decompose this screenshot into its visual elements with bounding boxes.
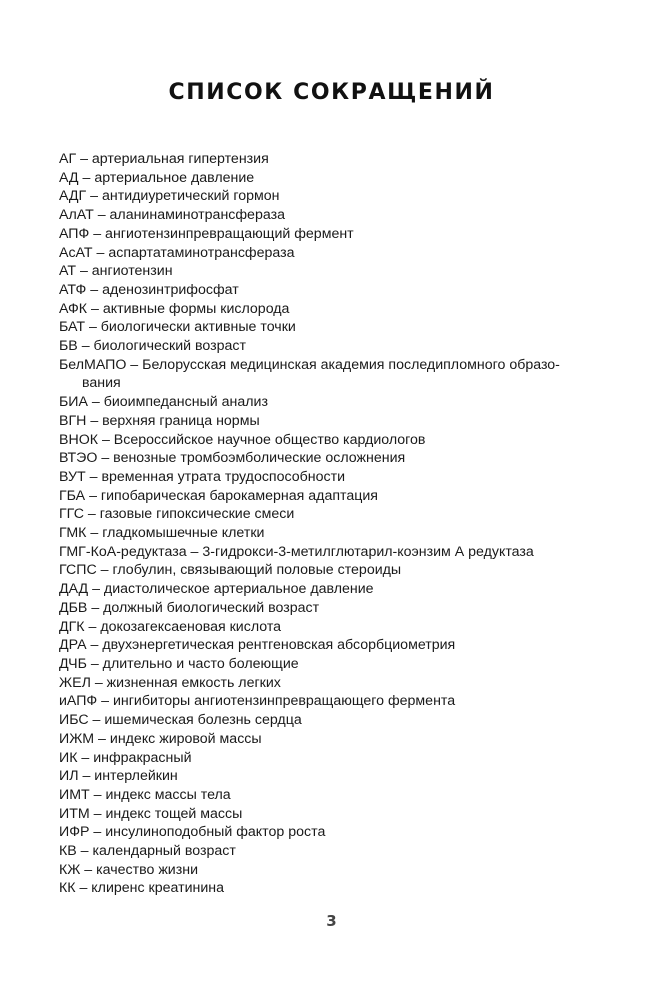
abbreviation-entry bbox=[59, 356, 599, 393]
abbreviation-entry bbox=[59, 599, 599, 618]
abbreviation-entry bbox=[59, 150, 599, 169]
abbreviation-entry bbox=[59, 861, 599, 880]
abbreviation-entry bbox=[59, 805, 599, 824]
abbreviation-text: ДРА – двухэнергетическая рентгеновская абсорбциометрия bbox=[59, 637, 456, 654]
abbreviation-entry bbox=[59, 487, 599, 506]
abbreviation-list bbox=[59, 150, 599, 898]
abbreviation-text: ИК – инфракрасный bbox=[59, 749, 192, 766]
abbreviation-entry bbox=[59, 636, 599, 655]
abbreviation-entry bbox=[59, 730, 599, 749]
abbreviation-text: иАПФ – ингибиторы ангиотензинпревращающего фермента bbox=[59, 693, 456, 710]
abbreviation-entry bbox=[59, 337, 599, 356]
abbreviation-entry bbox=[59, 393, 599, 412]
abbreviation-text: ВНОК – Всероссийское научное общество кардиологов bbox=[59, 431, 426, 448]
abbreviation-entry bbox=[59, 655, 599, 674]
abbreviation-entry bbox=[59, 412, 599, 431]
abbreviation-entry bbox=[59, 244, 599, 263]
abbreviation-entry bbox=[59, 879, 599, 898]
abbreviation-entry bbox=[59, 505, 599, 524]
abbreviation-entry bbox=[59, 187, 599, 206]
abbreviation-text: ГМГ-КоА-редуктаза – 3-гидрокси-3-метилглютарил-коэнзим А редуктаза bbox=[59, 543, 534, 560]
abbreviation-entry bbox=[59, 524, 599, 543]
abbreviation-entry bbox=[59, 300, 599, 319]
abbreviation-text: ВТЭО – венозные тромбоэмболические осложнения bbox=[59, 450, 406, 467]
abbreviation-entry bbox=[59, 767, 599, 786]
abbreviation-entry bbox=[59, 842, 599, 861]
abbreviation-text: КЖ – качество жизни bbox=[59, 861, 198, 878]
abbreviation-text: ДЧБ – длительно и часто болеющие bbox=[59, 655, 299, 672]
abbreviation-text: КК – клиренс креатинина bbox=[59, 880, 224, 897]
abbreviation-entry bbox=[59, 692, 599, 711]
abbreviation-entry bbox=[59, 674, 599, 693]
abbreviation-entry bbox=[59, 580, 599, 599]
abbreviation-text: ДБВ – должный биологический возраст bbox=[59, 599, 320, 616]
abbreviation-text: ГБА – гипобарическая барокамерная адаптация bbox=[59, 487, 378, 504]
abbreviation-text: АД – артериальное давление bbox=[59, 169, 255, 186]
abbreviation-text: ГГС – газовые гипоксические смеси bbox=[59, 506, 295, 523]
abbreviation-entry bbox=[59, 749, 599, 768]
abbreviation-text: КВ – календарный возраст bbox=[59, 843, 236, 860]
page-title: СПИСОК СОКРАЩЕНИЙ bbox=[168, 80, 495, 105]
abbreviation-text: БВ – биологический возраст bbox=[59, 338, 246, 355]
abbreviation-text: АПФ – ангиотензинпревращающий фермент bbox=[59, 225, 354, 242]
abbreviation-entry bbox=[59, 786, 599, 805]
abbreviation-text: АГ – артериальная гипертензия bbox=[59, 151, 269, 167]
abbreviation-entry bbox=[59, 561, 599, 580]
abbreviation-text: ИМТ – индекс массы тела bbox=[59, 786, 231, 803]
abbreviation-text: ГМК – гладкомышечные клетки bbox=[59, 525, 265, 542]
abbreviation-entry bbox=[59, 618, 599, 637]
abbreviation-entry bbox=[59, 431, 599, 450]
abbreviation-entry bbox=[59, 262, 599, 281]
abbreviation-text: АДГ – антидиуретический гормон bbox=[59, 188, 280, 205]
abbreviation-text: БАТ – биологически активные точки bbox=[59, 319, 296, 336]
abbreviation-text: ГСПС – глобулин, связывающий половые стероиды bbox=[59, 562, 402, 579]
abbreviation-text: АТФ – аденозинтрифосфат bbox=[59, 281, 239, 298]
abbreviation-entry bbox=[59, 543, 599, 562]
abbreviation-entry bbox=[59, 169, 599, 188]
abbreviation-text-continuation: вания bbox=[82, 375, 121, 392]
abbreviation-entry bbox=[59, 281, 599, 300]
abbreviation-text: ДГК – докозагексаеновая кислота bbox=[59, 618, 282, 635]
page-number: 3 bbox=[326, 912, 337, 930]
abbreviation-text: ИБС – ишемическая болезнь сердца bbox=[59, 712, 302, 729]
abbreviation-text: ИЖМ – индекс жировой массы bbox=[59, 730, 262, 747]
abbreviation-entry bbox=[59, 206, 599, 225]
abbreviation-text: ИФР – инсулиноподобный фактор роста bbox=[59, 824, 326, 841]
abbreviation-entry bbox=[59, 711, 599, 730]
abbreviation-entry bbox=[59, 823, 599, 842]
abbreviation-text: ВУТ – временная утрата трудоспособности bbox=[59, 468, 346, 485]
abbreviation-text: АТ – ангиотензин bbox=[59, 263, 173, 280]
abbreviation-text: БИА – биоимпедансный анализ bbox=[59, 394, 268, 411]
abbreviation-entry bbox=[59, 449, 599, 468]
abbreviation-text: ВГН – верхняя граница нормы bbox=[59, 412, 260, 429]
abbreviation-text: ИЛ – интерлейкин bbox=[59, 768, 178, 785]
abbreviation-text: АсАТ – аспартатаминотрансфераза bbox=[59, 244, 295, 261]
abbreviation-text: ЖЕЛ – жизненная емкость легких bbox=[59, 674, 281, 691]
abbreviation-text: ИТМ – индекс тощей массы bbox=[59, 805, 243, 822]
abbreviation-text: ДАД – диастолическое артериальное давление bbox=[59, 581, 374, 598]
abbreviation-text: АФК – активные формы кислорода bbox=[59, 300, 290, 317]
abbreviation-entry bbox=[59, 318, 599, 337]
abbreviation-entry bbox=[59, 468, 599, 487]
abbreviation-text: БелМАПО – Белорусская медицинская академия последипломного образо- bbox=[59, 356, 560, 373]
abbreviation-entry bbox=[59, 225, 599, 244]
abbreviation-text: АлАТ – аланинаминотрансфераза bbox=[59, 207, 285, 224]
